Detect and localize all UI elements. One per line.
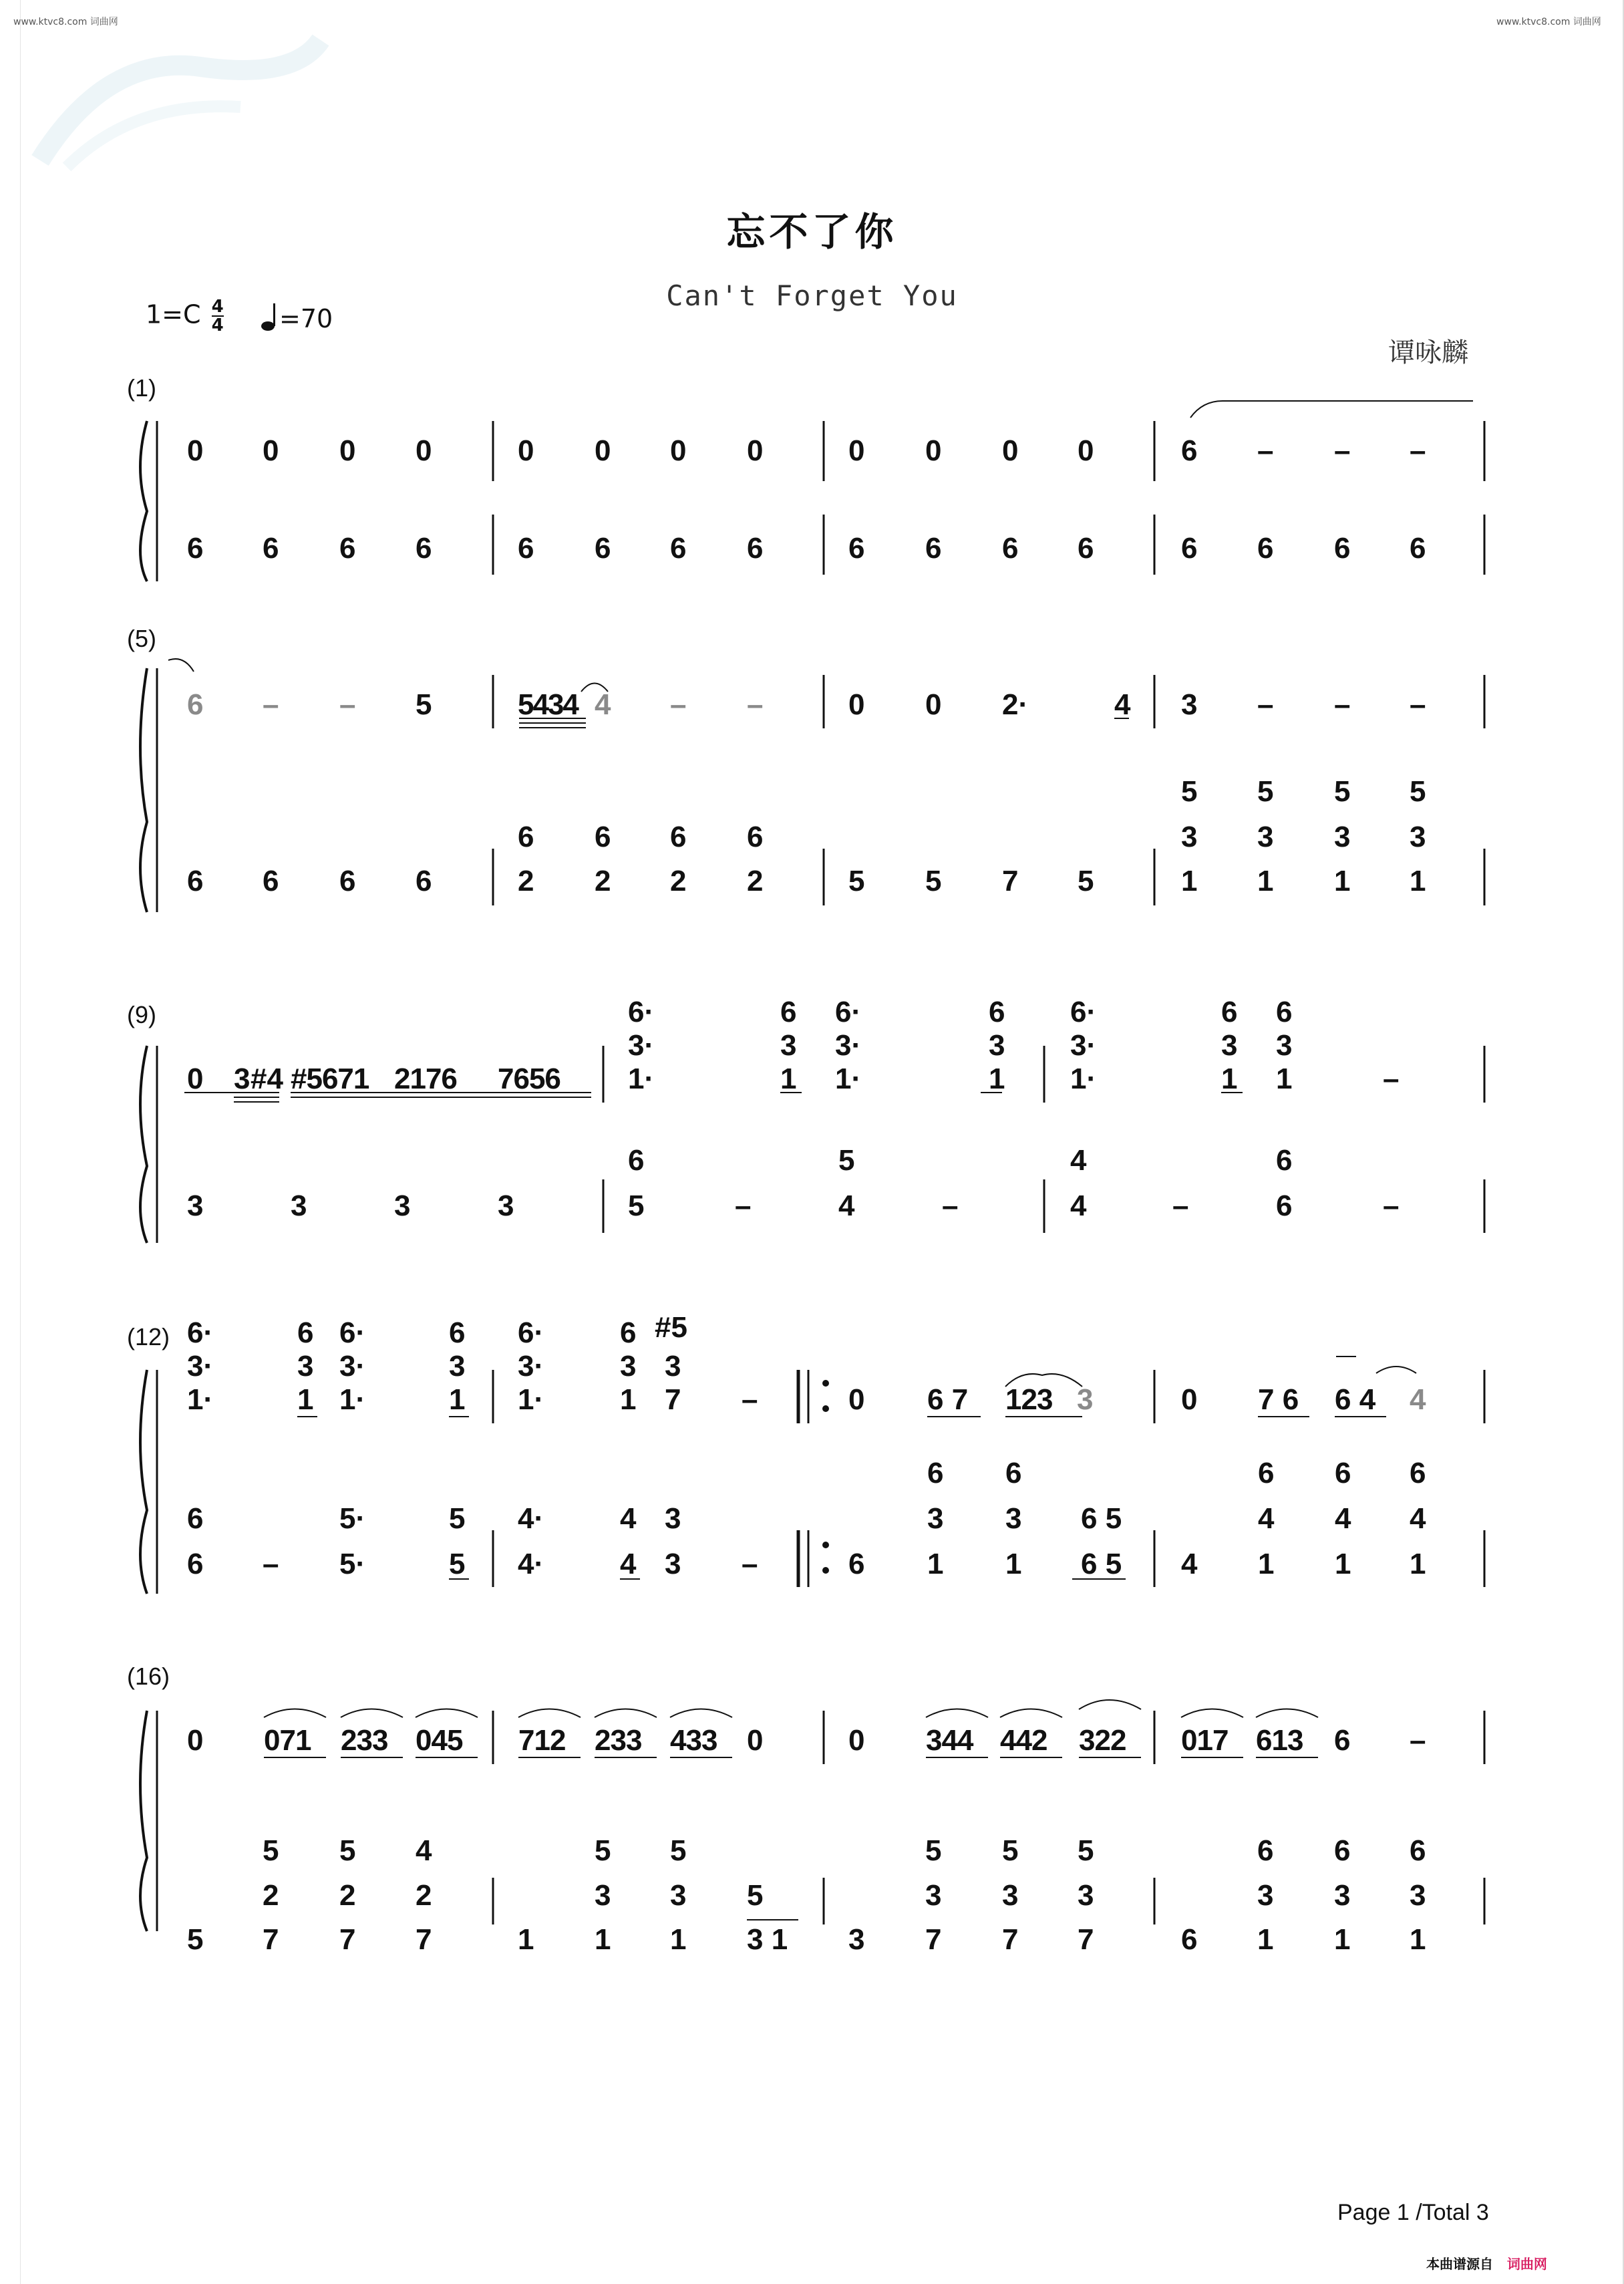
chord-top: 6· [835,996,862,1028]
chord-top: #5 [655,1311,687,1344]
note-low: 1 [1334,1923,1351,1956]
note-group: 7656 [498,1062,560,1095]
chord-top: 5 [670,1834,687,1867]
triplet: 322 [1079,1724,1126,1757]
measure-number: (9) [127,1001,156,1028]
note-low: 1 [1334,865,1351,897]
chord-bot: 1· [187,1383,214,1416]
note: 0 [1078,434,1094,467]
chord-mid: 3 [665,1350,681,1383]
note-low: 1 [1335,1548,1351,1580]
note: 0 [925,434,942,467]
note-low: 5 [1078,865,1094,897]
page-indicator: Page 1 /Total 3 [1337,2200,1489,2225]
note: – [1410,434,1426,467]
note-low: 7 [925,1923,942,1956]
chord-top: 6 [518,821,534,853]
chord-bot: 1 [449,1383,466,1416]
note-low: 5 [628,1189,645,1222]
chord-mid: 2 [263,1879,279,1912]
triplet: 233 [595,1724,642,1757]
measure-number: (1) [127,374,156,402]
chord-mid: 3 [925,1879,942,1912]
note-low: 4 [1070,1189,1087,1222]
chord-mid: 3 [620,1350,637,1383]
note-low: 1 [670,1923,687,1956]
note: 6 [1181,434,1198,467]
note: 4 [1114,688,1131,721]
note-low: 6 [1334,532,1351,565]
note-low: 7 [339,1923,356,1956]
note: – [1410,1724,1426,1757]
measure-number: (16) [127,1663,170,1690]
chord-mid: 3 [1005,1502,1022,1535]
note: 3 [1181,688,1198,721]
song-subtitle: Can't Forget You [666,279,958,312]
note-low: 1 [1181,865,1198,897]
triplet: 344 [926,1724,973,1757]
note-low: 6 [1181,1923,1198,1956]
note: – [1410,688,1426,721]
note-low: – [942,1189,959,1222]
chord-mid: 3 [297,1350,314,1383]
note: 0 [416,434,432,467]
note-low: 2 [670,865,687,897]
note-low: 3 [187,1189,204,1222]
chord-bot: 1· [339,1383,366,1416]
note: 0 [187,1062,204,1095]
note-low: 6 [187,865,204,897]
chord-mid: 3 [1276,1029,1293,1062]
chord-mid: 5 [747,1879,764,1912]
note-group: 5434 [518,688,578,721]
note-low: 6 [1078,532,1094,565]
note-low: 2 [595,865,611,897]
note-low: 6 [339,532,356,565]
chord-bot: 1· [518,1383,544,1416]
note-group: 2176 [394,1062,457,1095]
chord-bot: 7 [665,1383,681,1416]
note-low: 6 [263,865,279,897]
note: 3 [234,1062,251,1095]
chord-top: 5 [339,1834,356,1867]
chord-top: 6 [1258,1457,1275,1489]
chord-top: 6 [1410,1834,1426,1867]
note-low: 6 [1002,532,1019,565]
triplet: 712 [518,1724,566,1757]
note-low: 1 [518,1923,534,1956]
note-low: 6 [595,532,611,565]
chord-top: 6 [595,821,611,853]
chord-top: 6· [339,1316,366,1349]
chord-mid: 4 [1335,1502,1351,1535]
note: 0 [848,1724,865,1757]
chord-top: 5· [339,1502,366,1535]
note-low: 6 [518,532,534,565]
song-title: 忘不了你 [726,209,898,255]
note-low: 6 [187,532,204,565]
chord-top: 6 [1257,1834,1274,1867]
note: – [747,688,764,721]
note-low: 4 [620,1548,637,1580]
note: 6 [1334,1724,1351,1757]
chord-top: 6· [628,996,655,1028]
note: 3 [1077,1383,1094,1416]
chord-bot: 1 [620,1383,637,1416]
chord-bot: – [742,1383,758,1416]
triplet: 071 [264,1724,311,1757]
note: 5 [416,688,432,721]
chord-top: 5 [1078,1834,1094,1867]
note-low: 7 [416,1923,432,1956]
chord-mid: 3· [1070,1029,1097,1062]
chord-top: 3 [665,1502,681,1535]
note-low: 6 [416,532,432,565]
chord-top: 6 [1276,1144,1293,1177]
triplet: 045 [416,1724,463,1757]
note: 0 [670,434,687,467]
note-low: 3 [665,1548,681,1580]
chord-mid: 3 [449,1350,466,1383]
chord-mid: 3 [780,1029,797,1062]
chord-mid: 2 [416,1879,432,1912]
chord-top: 6 [927,1457,944,1489]
chord-bot: 1 [297,1383,314,1416]
note: 2· [1002,688,1029,721]
note: – [1334,688,1351,721]
note-low: 1 [1410,1923,1426,1956]
note-low: 7 [1078,1923,1094,1956]
note-low: 6 [1257,532,1274,565]
key-label: 1=C [146,299,201,329]
note-low: – [735,1189,752,1222]
chord-top: 6 [747,821,764,853]
chord-top: 4 [1070,1144,1087,1177]
chord-top: 4 [416,1834,432,1867]
chord-top: 6 [1276,996,1293,1028]
chord-mid: 6 5 [1081,1502,1122,1535]
chord-top: 6 [1410,1457,1426,1489]
chord-top: 5 [1410,775,1426,808]
chord-bot: 1· [1070,1062,1097,1095]
note: 0 [747,1724,764,1757]
note-low: 6 [1410,532,1426,565]
chord-mid: 3· [835,1029,862,1062]
chord-mid: 3 [1410,821,1426,853]
note-low: 1 [595,1923,611,1956]
source-credit [1426,2253,1547,2273]
time-bottom: 4 [211,315,224,335]
source-label: 本曲谱源自 [1426,2256,1493,2272]
note-low: 6 [670,532,687,565]
note: 4 [595,688,611,721]
chord-mid: 3 [1257,1879,1274,1912]
triplet: 613 [1256,1724,1303,1757]
note-low: 4· [518,1548,544,1580]
chord-mid: 3 [670,1879,687,1912]
chord-mid: 3 [1410,1879,1426,1912]
note: 0 [848,688,865,721]
measure-number: (12) [127,1323,170,1350]
note-low: 7 [1002,1923,1019,1956]
note-low: 6 [1276,1189,1293,1222]
chord-top: 6· [187,1316,214,1349]
chord-top: 5 [1257,775,1274,808]
chord-top: 6 [1005,1457,1022,1489]
chord-mid: 3 [927,1502,944,1535]
note-low: – [1172,1189,1189,1222]
note: 0 [848,1383,865,1416]
chord-top: 6· [518,1316,544,1349]
chord-mid: 3 [1334,1879,1351,1912]
note: 0 [1002,434,1019,467]
measure-number: (5) [127,625,156,652]
chord-top: 6· [1070,996,1097,1028]
chord-mid: 3 [1078,1879,1094,1912]
chord-mid: 3· [339,1350,366,1383]
note: 0 [747,434,764,467]
chord-bot: 1 [1221,1062,1238,1095]
note-low: 3 [498,1189,514,1222]
note-low: 1 [1410,1548,1426,1580]
note-low: 1 [1257,865,1274,897]
note-low: 6 [1181,532,1198,565]
note-low: 5 [848,865,865,897]
note-low: 6 [848,1548,865,1580]
note: 0 [187,1724,204,1757]
note-low: 7 [1002,865,1019,897]
note-low: 6 [339,865,356,897]
chord-mid: 3 [989,1029,1005,1062]
note-group: #5671 [291,1062,369,1095]
chord-mid: 3 [1334,821,1351,853]
note-low: – [742,1548,758,1580]
chord-mid: 3· [628,1029,655,1062]
note: – [670,688,687,721]
chord-top: 6 [187,1502,204,1535]
chord-top: 6 [1335,1457,1351,1489]
note: – [339,688,356,721]
chord-mid: 3 [1257,821,1274,853]
triplet: 433 [670,1724,717,1757]
note: 0 [187,434,204,467]
chord-top: 6 [628,1144,645,1177]
chord-bot: 1 [989,1062,1005,1095]
chord-mid: 4 [1410,1502,1426,1535]
note-low: 6 [848,532,865,565]
note-low: 1 [1258,1548,1275,1580]
chord-bot: 1· [628,1062,655,1095]
chord-top: 5 [449,1502,466,1535]
note-low: 5 [449,1548,466,1580]
note-low: 1 [1257,1923,1274,1956]
note-low: 6 [925,532,942,565]
note: – [1257,688,1274,721]
note-low: 6 [263,532,279,565]
chord-top: 5 [595,1834,611,1867]
triplet: 442 [1000,1724,1047,1757]
note-low: 1 [1410,865,1426,897]
note-low: – [263,1548,279,1580]
note: 0 [848,434,865,467]
note: 0 [518,434,534,467]
note-low: 6 [416,865,432,897]
chord-top: 6 [1221,996,1238,1028]
note-low: 4 [838,1189,855,1222]
note-low: 5· [339,1548,366,1580]
chord-top: 4· [518,1502,544,1535]
chord-bot: 1 [1276,1062,1293,1095]
note: – [1334,434,1351,467]
note: 0 [925,688,942,721]
note: – [1257,434,1274,467]
note-low: 3 1 [747,1923,788,1956]
note: – [263,688,279,721]
triplet: 233 [341,1724,388,1757]
note-low: 2 [747,865,764,897]
chord-mid: 3 [1002,1879,1019,1912]
chord-mid: 3· [187,1350,214,1383]
chord-top: 6 [780,996,797,1028]
chord-top: 5 [925,1834,942,1867]
note-low: 7 [263,1923,279,1956]
chord-top: 6 [620,1316,637,1349]
tempo-value: =70 [279,304,333,333]
note: 6 [187,688,204,721]
chord-bot: 1· [835,1062,862,1095]
note: 4 [1410,1383,1426,1416]
note-low: 6 [187,1548,204,1580]
chord-top: 6 [1334,1834,1351,1867]
note-low: 3 [394,1189,411,1222]
note-group: 6 7 [927,1383,969,1416]
chord-mid: 4 [1258,1502,1275,1535]
chord-top: 6 [297,1316,314,1349]
chord-top: 5 [1181,775,1198,808]
chord-top: 4 [620,1502,637,1535]
note: 0 [339,434,356,467]
note-low: 5 [187,1923,204,1956]
triplet: 017 [1181,1724,1229,1757]
chord-top: 5 [838,1144,855,1177]
note-low: 6 5 [1081,1548,1122,1580]
note: 0 [263,434,279,467]
chord-mid: 3 [595,1879,611,1912]
site-watermark-left: www.ktvc8.com 词曲网 [13,17,118,27]
chord-top: 6 [449,1316,466,1349]
note: #4 [251,1062,283,1095]
note-low: – [1383,1189,1400,1222]
chord-top: 5 [263,1834,279,1867]
chord-top: 5 [1002,1834,1019,1867]
note-low: 3 [848,1923,865,1956]
time-top: 4 [211,297,224,317]
note: 0 [595,434,611,467]
note-group: 7 6 [1258,1383,1299,1416]
note-low: 3 [291,1189,307,1222]
chord-mid: 3· [518,1350,544,1383]
chord-bot: 1 [780,1062,797,1095]
source-site: 词曲网 [1506,2256,1547,2272]
chord-top: 6 [670,821,687,853]
note-low: 4 [1181,1548,1198,1580]
chord-mid: 3 [1221,1029,1238,1062]
composer-name: 谭咏麟 [1388,337,1468,368]
note-low: 2 [518,865,534,897]
site-watermark-right: www.ktvc8.com 词曲网 [1496,17,1601,27]
chord-top: 6 [989,996,1005,1028]
note-group: 6 4 [1335,1383,1376,1416]
note-low: 5 [925,865,942,897]
chord-bot: – [1383,1062,1400,1095]
note: 0 [1181,1383,1198,1416]
note-low: 6 [747,532,764,565]
chord-mid: 3 [1181,821,1198,853]
chord-top: 5 [1334,775,1351,808]
note-low: 1 [1005,1548,1022,1580]
note-low: 1 [927,1548,944,1580]
note-group: 123 [1005,1383,1053,1416]
chord-mid: 2 [339,1879,356,1912]
